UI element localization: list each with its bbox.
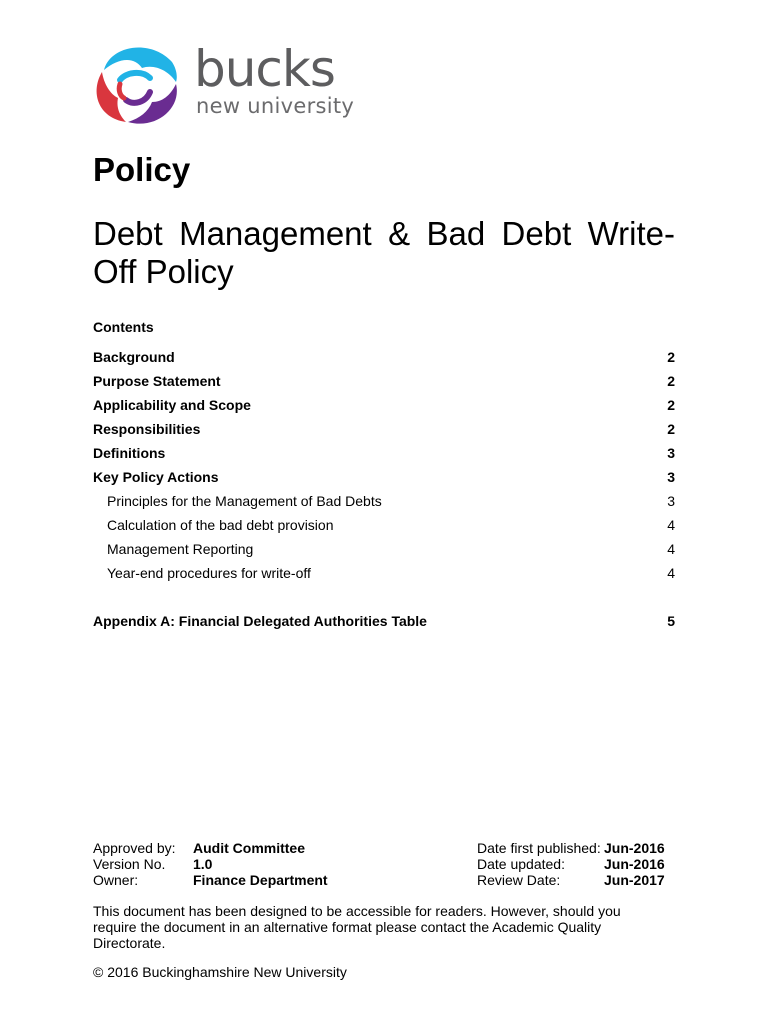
owner-value: Finance Department xyxy=(193,872,328,888)
toc-entry-label: Responsibilities xyxy=(93,421,201,437)
toc-entry-label: Applicability and Scope xyxy=(93,397,251,413)
toc-entry-label: Principles for the Management of Bad Debts xyxy=(107,493,382,509)
bucks-logo xyxy=(90,40,360,130)
review-date-value: Jun-2017 xyxy=(604,872,665,888)
toc-entry-page: 4 xyxy=(667,565,675,581)
toc-entry-page: 4 xyxy=(667,517,675,533)
toc-entry[interactable] xyxy=(93,443,675,467)
toc-entry-label: Appendix A: Financial Delegated Authorities Table xyxy=(93,613,427,629)
toc-entry-page: 2 xyxy=(667,373,675,389)
contents-heading: Contents xyxy=(93,319,154,335)
first-published-label: Date first published: xyxy=(477,840,601,856)
toc-entry[interactable] xyxy=(93,347,675,371)
toc-entry-label: Key Policy Actions xyxy=(93,469,219,485)
bucks-swirl-logo-icon xyxy=(90,40,180,126)
toc-subentry[interactable] xyxy=(93,563,675,587)
toc-entry[interactable] xyxy=(93,419,675,443)
document-title: Debt Management & Bad Debt Write-Off Policy xyxy=(93,215,675,290)
toc-subentry[interactable] xyxy=(93,491,675,515)
toc-entry-label: Definitions xyxy=(93,445,166,461)
owner-label: Owner: xyxy=(93,872,139,888)
toc-entry-label: Purpose Statement xyxy=(93,373,221,389)
toc-entry-page: 3 xyxy=(667,493,675,509)
meta-row-approval xyxy=(93,840,675,856)
toc-entry[interactable] xyxy=(93,467,675,491)
toc-entry-page: 3 xyxy=(667,469,675,485)
review-date-label: Review Date: xyxy=(477,872,561,888)
approved-by-value: Audit Committee xyxy=(193,840,305,856)
version-value: 1.0 xyxy=(193,856,213,872)
logo-wordmark: bucks xyxy=(194,40,335,98)
toc-entry-label: Year-end procedures for write-off xyxy=(107,565,311,581)
toc-subentry[interactable] xyxy=(93,539,675,563)
table-of-contents xyxy=(93,347,675,635)
toc-entry-label: Background xyxy=(93,349,175,365)
toc-entry-page: 2 xyxy=(667,349,675,365)
date-updated-label: Date updated: xyxy=(477,856,565,872)
copyright-notice: © 2016 Buckinghamshire New University xyxy=(93,964,347,980)
date-updated-value: Jun-2016 xyxy=(604,856,665,872)
toc-entry-page: 5 xyxy=(667,613,675,629)
toc-entry-page: 2 xyxy=(667,397,675,413)
toc-entry-page: 2 xyxy=(667,421,675,437)
toc-entry[interactable] xyxy=(93,395,675,419)
toc-entry-page: 4 xyxy=(667,541,675,557)
version-label: Version No. xyxy=(93,856,166,872)
first-published-value: Jun-2016 xyxy=(604,840,665,856)
logo-subtitle: new university xyxy=(196,94,355,118)
document-type-label: Policy xyxy=(93,151,191,188)
toc-entry-page: 3 xyxy=(667,445,675,461)
toc-entry-label: Management Reporting xyxy=(107,541,254,557)
toc-appendix-entry[interactable] xyxy=(93,611,675,635)
meta-row-version xyxy=(93,856,675,872)
document-metadata xyxy=(93,840,675,890)
toc-entry-label: Calculation of the bad debt provision xyxy=(107,517,334,533)
toc-entry[interactable] xyxy=(93,371,675,395)
approved-by-label: Approved by: xyxy=(93,840,176,856)
toc-subentry[interactable] xyxy=(93,515,675,539)
meta-row-owner xyxy=(93,872,675,888)
accessibility-note: This document has been designed to be accessible for readers. However, should you require the document in an alternative format please contact the Academic Quality Directorate. xyxy=(93,903,621,951)
